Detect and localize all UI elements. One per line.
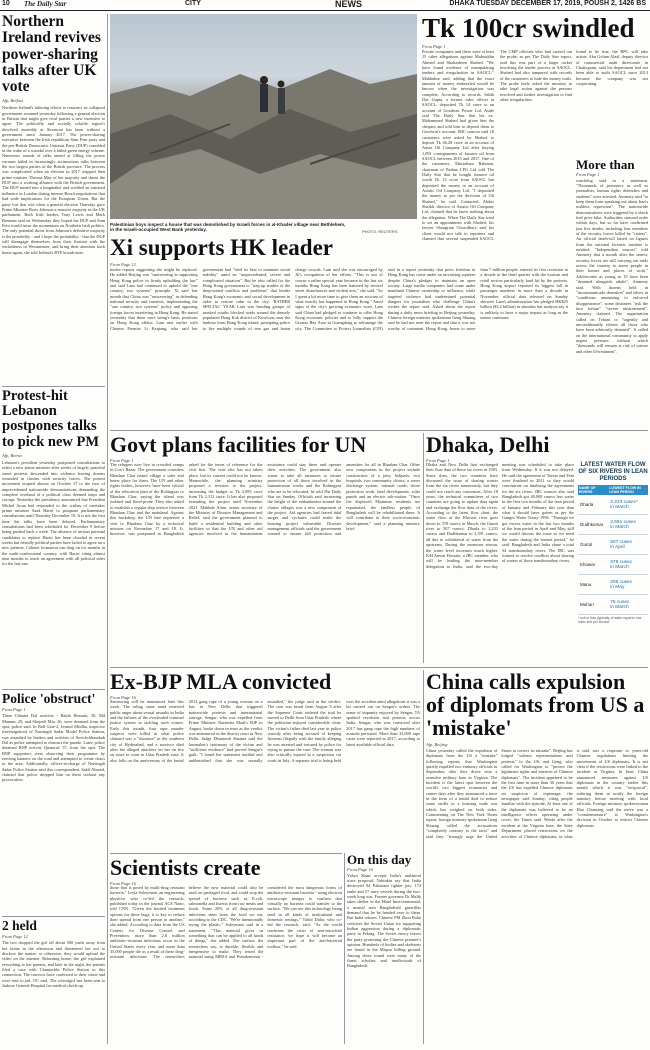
article-body: The two dropped the girl off about 500 yards away from her home in the afternoon and threatened her not to disclose the matter, or otherwise, they would upload the video on the internet. Returning home, the girl explained everything to her parents, and later in the night, the parents filed a case with Chuniachhi Police Station in this connection. The convicts have confessed to their crime and were sent to jail, OC said. The schoolgirl has been sent to Jashore General Hospital for medical check-up. [2, 940, 105, 988]
byline: From Page 16 [110, 881, 136, 887]
river-name: Manu [578, 575, 608, 595]
byline: From Page 1 [422, 44, 446, 50]
flow-value: 2,233 cusec* [610, 499, 638, 505]
article-police [2, 692, 105, 923]
article-china-expulsion [426, 670, 648, 747]
headline: Ex-BJP MLA convicted [110, 669, 332, 694]
byline: From Page 1 [576, 171, 600, 177]
article-2-held [2, 919, 105, 1050]
flow-value: 2,591 cusec [610, 519, 637, 525]
river-name: Dharla [578, 495, 608, 515]
byline: From Page 16 [347, 866, 373, 872]
table-row [578, 555, 648, 575]
headline: Protest-hit Lebanon postpones talks to pick new PM [2, 388, 100, 450]
column-rule [423, 670, 424, 1044]
divider [110, 853, 342, 854]
byline: From Page 1 [110, 458, 134, 464]
masthead: The Daily Star [24, 0, 67, 8]
article-body: Sentencing will be announced later this week. The ruling came amid renewed public anger about sexual assaults in India and the failures of the overloaded criminal justice system in tackling such crimes. Early this month, four rape murder suspects were killed in what police claimed was a "shootout" in the southern city of Hyderabad, and a survivor died after her alleged attackers set her on fire on route to court in Uttar Pradesh state. It also falls on the anniversary of the brutal 2012 gang rape of a young woman on a bus in New Delhi that triggered nationwide protests and international outrage. Sengar, who was expelled from Prime Minister Narendra Modi's BJP in August, broke down in tears as the verdict was announced in the district court in New Delhi. Judge Dharmesh Sharma said the lawmaker's testimony of the victim and "sufficient evidence" had proved Sengar's guilt. "I found her statement truthful and unblemished that she was sexually assaulted," the judge said in the verdict. The case was heard from August 5 after the Supreme Court ordered the trial be moved to Delhi from Uttar Pradesh, where the politician enjoyed considerable clout. The victim's father died last year in police custody after being accused of keeping firearms illegally with the family alleging he was arrested and tortured by police for trying to pursue the case. The woman was also critically injured in a suspicious car crash in July. A separate trial is being held over the accident amid allegations it was a hit carried out on Sengar's orders. The sense of impunity enjoyed by Sengar, TA sparked revulsion and protests across India. Sengar, who was convicted after 2017 bus gang rape the high numbers of assaults persisted. More than 33,000 rape cases were reported in 2017, according to latest available official data. [110, 699, 420, 763]
river-flow [608, 495, 648, 515]
table-note: * unit of flow (typically of water equal to one cubic foot per second [578, 616, 642, 624]
river-name: Gumti [578, 535, 608, 555]
flow-value: 205 cusec [610, 579, 633, 585]
article-govt-plans [110, 433, 420, 463]
divider [2, 386, 105, 387]
river-flow [608, 575, 648, 595]
headline: Govt plans facilities for UN [110, 432, 367, 457]
flow-month: in March [610, 504, 629, 510]
river-name: Muhuri [578, 595, 608, 615]
article-body: media reports suggesting she might be replaced. He added Beijing was "unwavering in supporting Hong Kong police in firmly upholding the law" and said Lam had continued to uphold the "one country, two systems" principle. Xi said last month that China was "unwavering" in defending national security and interests, implementing the "one country, two systems" policy and opposing foreign forces interfering in Hong Kong. He stated yesterday that there were being's basic positions on Hong Kong affairs. Lam met earlier with Chinese Premier Li Keqiang, who said her government had "tried its best to maintain social stability" amid an "unprecedented, severe and complicated situation". But he also called for the Hong Kong government to "step up studies of the deep-seated conflicts and problems" that hinder Hong Kong's economic and social development in order to restore calm to the city. 'RATHER SPECIAL' YEAR Lam was heading groups of masked youths blocked roads around the densely populated Hong Kok district of Kowloon, near the harbour from Hong Kong island, prompting police to fire multiple rounds of tear gas and baton charge crowds. Lam said she was encouraged by Xi's recognition of her efforts. "This is not of course a rather special year because in the last six months Hong Kong has been battered by several street disturbances and violent acts," she said. "So I spent a bit more time to give them an account of what exactly has happened in Hong Kong." Amid signs of the city's growing economic woes, Lam said China had pledged to continue to offer Hong Kong economic policies and to fully support the Greater Bay Area in Guangdong to advantage the city. The Committee to Protect Journalists (CPJ) said in a report yesterday that press freedom in Hong Kong has come under an increasing squeeze despite China's pledges to maintain an open society. Large media companies had come under mainland Chinese ownership or influence, while targeted violence had undermined potential dangers for journalists who challenge China's wishes the report said. Asked about the report during a daily news briefing in Beijing yesterday, Chinese foreign minister spokesman Geng Shuang said he had not seen the report and that it was not worthy of comment. Hong Kong, home to more than 7 million people, entered its first recession in a decade in the third quarter with the tourism and retail sectors particularly hard hit by the protests. Hong Kong airport reported its biggest fall in passenger numbers in more than a decade in November, official data released on Sunday showed. Lam's administration has pledged HK$25 billion ($3.2 billion) in stimulus but analysts say it is unlikely to have a major impact as long as the unrest continues. [110, 267, 568, 331]
river-name: Khowai [578, 555, 608, 575]
byline: From Page 12 [110, 262, 136, 268]
river-flow [608, 555, 648, 575]
article-body: those that is posed by multi-drug resistant bacteria," Leyla Soleymani, an engineering physicist who co-led the research, published today in the journal ACS Nano, told CNN. "Given the limited treatment options for these bugs, it is key to reduce their spread from one person to another," she added. According to data from the US Centers for Disease Control and Prevention, more than 2.8 million antibiotic-resistant infections occur in the United States every year, and more than 35,000 people die as a result of these drug-resistant infections. The researchers believe the new material could also be used on packaged food, and could stop the spread of bacteria such as E.coli, salmonella and listeria from raw meats and foods. Some 20% of all drug-resistant infections stem from the food we eat, according to the CDC. "We're intentionally trying the plastic," Soleymani said in a statement. "This material gives us something that can be applied to all kinds of things," she added. The surface, the researchers say, is durable, flexible and inexpensive to make. They tested the material using MRSA and Pseudomonas - considered the most dangerous forms of antibiotic-resistant bacteria - using electron microscope images to confirm that virtually no bacteria could transfer to the surface. "We can see this technology being used in all kinds of institutional and domestic settings," Tohid Didar, who co-led the research, said. "As the world confronts the crisis of anti-microbial resistance, we hope it will become an important part of the anti-bacterial toolbox," he said. [110, 885, 342, 960]
article-tk100cr [422, 14, 648, 49]
headline: Police 'obstruct' [2, 691, 96, 706]
article-body: China yesterday called the expulsion of diplomats from the US a "mistake" following reports that Washington quietly expelled two embassy officials in September, after they drove onto a sensitive military base in Virginia. The incident is the latest spat between the world's two biggest economies and comes days after they announced a truce in the form of a initial deal to reduce some tariffs in a bruising trade war which has weighed on both sides. Commenting on The New York Times report, foreign ministry spokesman Geng Shuang called the accusations "completely contrary to the facts" and said they "strongly urge the United States to correct its mistake". Beijing has lodged "solemn representations and protests" to the US, and Geng, who called for Washington to "protect the legitimate rights and interests of Chinese diplomats". The incident appeared to be the first time in more than 30 years that the US has expelled Chinese diplomats on suspicion of espionage, the newspaper said Sunday, citing people familiar with the episode. At least one of the diplomats was believed to be an intelligence officer operating under cover, the Times said. Weeks after the incident at the Virginia base, the State Department placed restrictions on the activities of Chinese diplomats, in what it said was a response to years-old Chinese regulations limiting the movements of US diplomats. It is not clear if the restrictions were linked to the incident in Virginia. In June, China announced measures against US diplomats in the country earlier this month which it was "reciprocal", ordering them to notify the foreign ministry before meeting with local officials. Foreign ministry spokeswoman Hua Chunying said the move was a "countermeasure" to Washington's decision in October to restrict Chinese diplomats. [426, 748, 648, 839]
article-more-than [576, 158, 648, 443]
table-row [578, 495, 648, 515]
headline: Tk 100cr swindled [422, 13, 635, 43]
flow-value: 75 cusec [610, 599, 630, 605]
flow-month: in March [610, 524, 629, 530]
river-flow [608, 515, 648, 535]
divider [2, 916, 105, 917]
column-rule [423, 433, 424, 663]
flow-value: 378 cusec [610, 559, 633, 565]
photo-rubble-illustration [110, 14, 417, 219]
flow-value: 507 cusec [610, 539, 633, 545]
flow-month: in May [610, 584, 625, 590]
river-flow [608, 595, 648, 615]
river-flow-table-box [578, 462, 648, 624]
headline: More than [576, 157, 635, 172]
flow-month: in March [610, 604, 629, 610]
byline: From Page 12 [2, 934, 28, 940]
headline: On this day [347, 852, 412, 867]
article-body-col-3: found to be true, the BPC will take action. Abu Golam Alaal, deputy director of commercial audit directorate in Chattogram, said his department had not been able to audit SAOCL since 2013 because the company was not cooperating. [576, 49, 648, 87]
article-body: Lebanon's president yesterday postponed consultations to select a new prime minister after weeks of largely peaceful street protests descended into violence leaving dozens wounded in clashes with security forces. The protest movement erupted almost on October 17 to the face of unprecedented nationwide demonstrations demanding the complete overhaul of a political class deemed inept and corrupt. Yesterday the presidency announced that President Michel Aoun had responded to the wishes of caretaker prime minister Saad Hariri to postpone parliamentary consultations until Thursday December 19. It is not the first time the talks have been delayed. Parliamentary consultations had been scheduled for December 9 before being pushed back a week. The absence of serious parental candidates to replace Hariri has been clouded in recent weeks but friendly political parties have failed to agree on a new premier. Cabinet formation can drag on for months in the multi-confessional country, with Hariri citing almost nine months to reach an agreement with all political sides for the last one. [2, 459, 105, 567]
byline: From Page 1 [426, 458, 450, 464]
column-rule [107, 14, 108, 1044]
table-title: LATEST WATER FLOW OF SIX RIVERS IN LEAN PERIODS [578, 462, 648, 482]
flow-month: in March [610, 564, 629, 570]
byline: Afp, Beijing [426, 742, 448, 748]
news-photo [110, 14, 417, 219]
headline: Scientists create [110, 855, 261, 880]
divider [110, 430, 648, 431]
river-flow [608, 535, 648, 555]
headline: China calls expulsion of diplomats from US a 'mistake' [426, 669, 645, 741]
article-body: The refugees now live in crowded camps in Cox's Bazar. The government considers Bhashan Char island village a safer and better place for them. The UN and other rights bodies, however, have been critical of the relocation plan of the Rohingyas to Bhashan Char, saying the island was isolated and flood-prone. They also asked to establish a regular ship service between Bhashan Char and the mainland. Against this backdrop, the UN had requested a visit to Bhashan Char by a technical mission on November 17 and 18. It, however, was postponed as Bangladesh asked for the terms of reference for the visit first. The visit also has not taken place, but its current could not be known. Meanwhile, the planning ministry proposed a revision to the project, increasing the budget to Tk 3,095 crore from Tk 2,312 crore. It has also proposed extending the project until November 2021. Mahbub Alam, senior secretary of the Ministry of Disaster Management and Relief, said the government planned to build a residential building and other facilities so that the UN and other aid agencies involved in the humanitarian assistance could stay there and operate their activities. The government also wants to take all measures to ensure protection of all those involved in the humanitarian works and the Rohingyas who are to be relocated, he told The Daily Star on Sunday. Officials said increasing the height of the embankment around the cluster villages was a new component of the project. Aid agencies had feared tidal surges and cyclones could make the housing project vulnerable. Disaster management officials said the government wanted to ensure full protection and amenities for all in Bhashan Char. Other new components in the project include construction of a jetty, helipads, two hospitals, two community clinics, a water discharge system, internal roads, shore protection work, land development, solar panels and an electric sub-station. "Once the displaced Myanmar residents are repatriated, the landless people of Bangladesh will be rehabilitated there. It will contribute to their socio-economic development," said a planning ministry brief. [110, 462, 420, 537]
table-row [578, 595, 648, 615]
table-row [578, 535, 648, 555]
article-lebanon [2, 389, 105, 667]
headline: 2 held [2, 918, 37, 933]
photo-caption: Palestinian boys inspect a house that was demolished by Israeli forces in al-Khader village near Bethlehem, in the Israeli-occupied West Bank yesterday. [110, 222, 346, 233]
section-label-news: NEWS [335, 0, 362, 9]
article-scientists [110, 856, 342, 886]
article-xi-hk [110, 236, 570, 267]
section-label-city: CITY [185, 0, 201, 7]
dateline: DHAKA TUESDAY DECEMBER 17, 2019, POUSH 2, 1426 BS [449, 0, 646, 7]
article-body: Dhaka and New Delhi first exchanged their flow data of these six rivers in 1983. Since then, the two countries have discussed the issue of sharing waters from the six rivers numerously, but they could not reach any consensus. After 18 years, the technical committees of two countries are going to update data again and exchange the flow data of the rivers. According to the latest flow chart, the water flow of the Khowai river goes down to 378 cusecs in March, the Gumti river to 507 cusecs, Dharla to 2,233 cusecs and Dudhkumar to 2,591 cusecs, all due to withdrawal of water from the upstream. During the monsoon season, the water level increases much higher. KM Anwar Hossain, a JRC member, who will be leading the nine-member delegation to India, said the two-day meeting was scheduled to take place from Wednesday. If it was not delayed. He said the agreement of Teesta and Feni were finalised in 2011 so they would concentrate on finalising the agreements for the six rivers. JRC sources also said Bangladesh got 40,000 cusecs less water in the first two months of the lean period of January and February this year than what it should have gotten as per the Ganges Water Treaty 1996. "Through we got excess water in the last two months of the lean period in April and May, still we would discuss the issue as we need the water during the leanest period," he said. Bangladesh and India share a total 54 transboundary rivers. The JRC was formed to resolve conflicts about sharing of waters of those transboundary rivers. [426, 462, 574, 569]
byline: Afp, Beirut [2, 452, 22, 458]
flow-month: in April [610, 544, 625, 550]
article-on-this-day [347, 853, 421, 1045]
article-body: Three Chhatra Dal activists - Rakib Hossain, 30, Md Mamun, 29, and Shojeeb Mia, 26, were detained from the spot, police said. In Ball Gate-2, Jesmul Mridha, inspector (investigation) of Narsingdi Sadar Model Police Station, was assaulted by leaders and activists of Swechchhasebak Dal as police attempted to obstruct the parade. Later, police detained BNP activist Quamrul, 37, from the spot. The BNP supporters were observing their programme by erecting banners on the road and attempted to create chaos in the area. Additionally, officer-in-charge of Narsingdi Sadar Police Station said this correspondent. Sakil Ahmed, claimed that police dropped him on them without any provocation. [2, 713, 105, 783]
table-row [578, 515, 648, 535]
river-flow-table [578, 485, 648, 615]
page-number: 10 [2, 0, 10, 7]
divider [2, 689, 105, 690]
river-name: Dudhkumar [578, 515, 608, 535]
table-header-flow: LOWEST FLOW IN LEAN PERIOD [608, 485, 648, 495]
photo-credit: PHOTO: REUTERS [362, 229, 398, 234]
headline: Northern Ireland revives power-sharing talks after UK vote [2, 13, 101, 96]
table-row [578, 575, 648, 595]
headline: Xi supports HK leader [110, 235, 333, 260]
byline: From Page 16 [110, 695, 136, 701]
article-dhaka-delhi [426, 433, 648, 463]
article-body-col-2: The CMP officials who had carried out the probe, as per The Daily Star report, said this was part of a larger racket involving the tender process at SAOCL. Shahed had also tampered with records of the customers to hide the money trails. The probe body asked the ministry to take legal action against the persons involved and further investigation to find other irregularities. [500, 49, 572, 103]
article-body: Yahya Khan accepts India's unilateral truce proposal. Yahinkin say that India destroyed 94 Pakistani fighter jets, 174 tanks and 57 navy vessels during the two-week long war. Former governor Dr Malik takes shelter in the Hotel Intercontinental, a neutral area Bangladeshi guerrillas demand that he be handed over to them. But India refuses. Chinese PM Zhou Enlai criticises the Soviet Union for supporting Indian aggression during a diplomatic party in Peking. The Soviet envoy leaves the party protesting the Chinese premier's opinion. Hundreds of bodies and skeletons are found in the Mirpur killing ground. Among those found were many of the finest scholars and intellectuals of Bangladesh. [347, 872, 421, 969]
divider [110, 667, 648, 668]
article-northern-ireland [2, 14, 105, 388]
article-ex-bjp [110, 670, 420, 700]
article-body: Northern Ireland's faltering efforts to resurrect its collapsed government resumed yesterday following a general election in Britain that might give rival parties a new incentive to agree. The politically and socially volatile region's devolved assembly at Stormont has been without a government since January 2017. The power-sharing executive between the Irish republican Sinn Fein party and the pro-British Democratic Unionist Party (DUP) crumbled in the wake of a scandal over a failed green energy scheme. Numerous rounds of talks aimed at filling the power vacuum failed in increasingly acrimonious talks between the two largest parties of the British province. The process was complicated when an election in 2017 stripped then prime minister Theresa May of her majority and thrust the DUP into a working alliance with the British government. The DUP turned into a kingmaker and wielded an outsized influence in London during intense Brexit negotiations that had wide implications for the European Union. But the party lost that role when a general election Thursday gave Prime Minister Boris Johnson a massive majority in the UK parliament. Both Irish leaders Tony Lewis and Mark Brennan said on Wednesday they hoped the DUP and Sinn Fein would seize the momentum on Northern Irish politics. The only potential threat from Johnson's definitive majority is the possibility - and I hope the probability - that the DUP will disengage themselves from their fixation with the wickedness in Westminster, and bring their attention back home again, she told Ireland's RTE broadcaster. [2, 105, 105, 255]
article-body: Private companies and there were at least 15 other allegations against Mohiuddin Ahmed and Shahzabeen Shahed. "We have found evidence of manipulating tenders and irregularities in SAOCL," Mahbubur said, adding that the exact amount of money embezzled would be known when the investigation was complete. According to records, Sahib Das Gupta, a former sales officer at SAOCL, deposited Tk 14 crore to an account of Goodwin Power Ltd. Aside said The Daily Star that his ex-Mohammed Shahed had given him the cheques and told him to deposit them to Goodwin's account. IMC sources said 18 customers were asked by Shahed to deposit Tk 46.28 crore in an account of Aasra Oil Company Ltd after buying 1,091 consignments of furnace oil from SAOCL between 2015 and 2017. One of the customers, Mustafizur Rahman, chairman of Padma LPG Ltd told The Daily Star that he bought furnace oil worth Tk 13 crore from SAOCL but deposited the money to an account of Asiatic Oil Company Ltd. "I deposited the money as per the direction of Oil Shahed," he said. Contacted, Abdus Shaikh, director of Asiatic Oil Company Ltd, claimed that he knew nothing about the allegation. When The Daily Star tried to set an appointment with Shahed, his lawyer Shongram Chowdhury said his client would not talk to reporters and claimed that several suspended SAOCL [422, 49, 494, 242]
page-header [0, 0, 650, 11]
table-header-rivers: NAME OF RIVERS [578, 485, 608, 495]
byline: From Page 1 [2, 707, 26, 713]
headline: Dhaka, Delhi [426, 432, 550, 457]
article-body: watchdog said in a statement. "Thousands of protesters as well as journalists, human rights defenders and students" were arrested. Amnesty said "to keep them from speaking out about Iran's ruthless repression". The nationwide demonstrations were triggered by a shock fuel price hike. Authorities stressed order within days, but so far have confirmed just five deaths, including four members of the security forces killed by "rioters". An official death-toll based on figures from the national forensic institute is awaited. "Independent sources" told Amnesty that a month after the unrest, security forces are still carrying out raids across the country to arrest people in their homes and places of work." Adolescents as young as 15 have been "detained alongside adults", Amnesty said. With dozens held in "incommunicado detention" and others in "conditions amounting to enforced disappearance", some detainees "risk the face torture" "severe mistreatment", Amnesty claimed. The organisation called on Tehran to "urgently and unconditionally release all those who have been arbitrarily detained". It called on the international community to apply urgent pressure, without which "thousands will remain at risk of torture and other ill-treatment". [576, 177, 648, 354]
byline: Afp, Belfast [2, 98, 23, 104]
column-rule [344, 853, 345, 1044]
